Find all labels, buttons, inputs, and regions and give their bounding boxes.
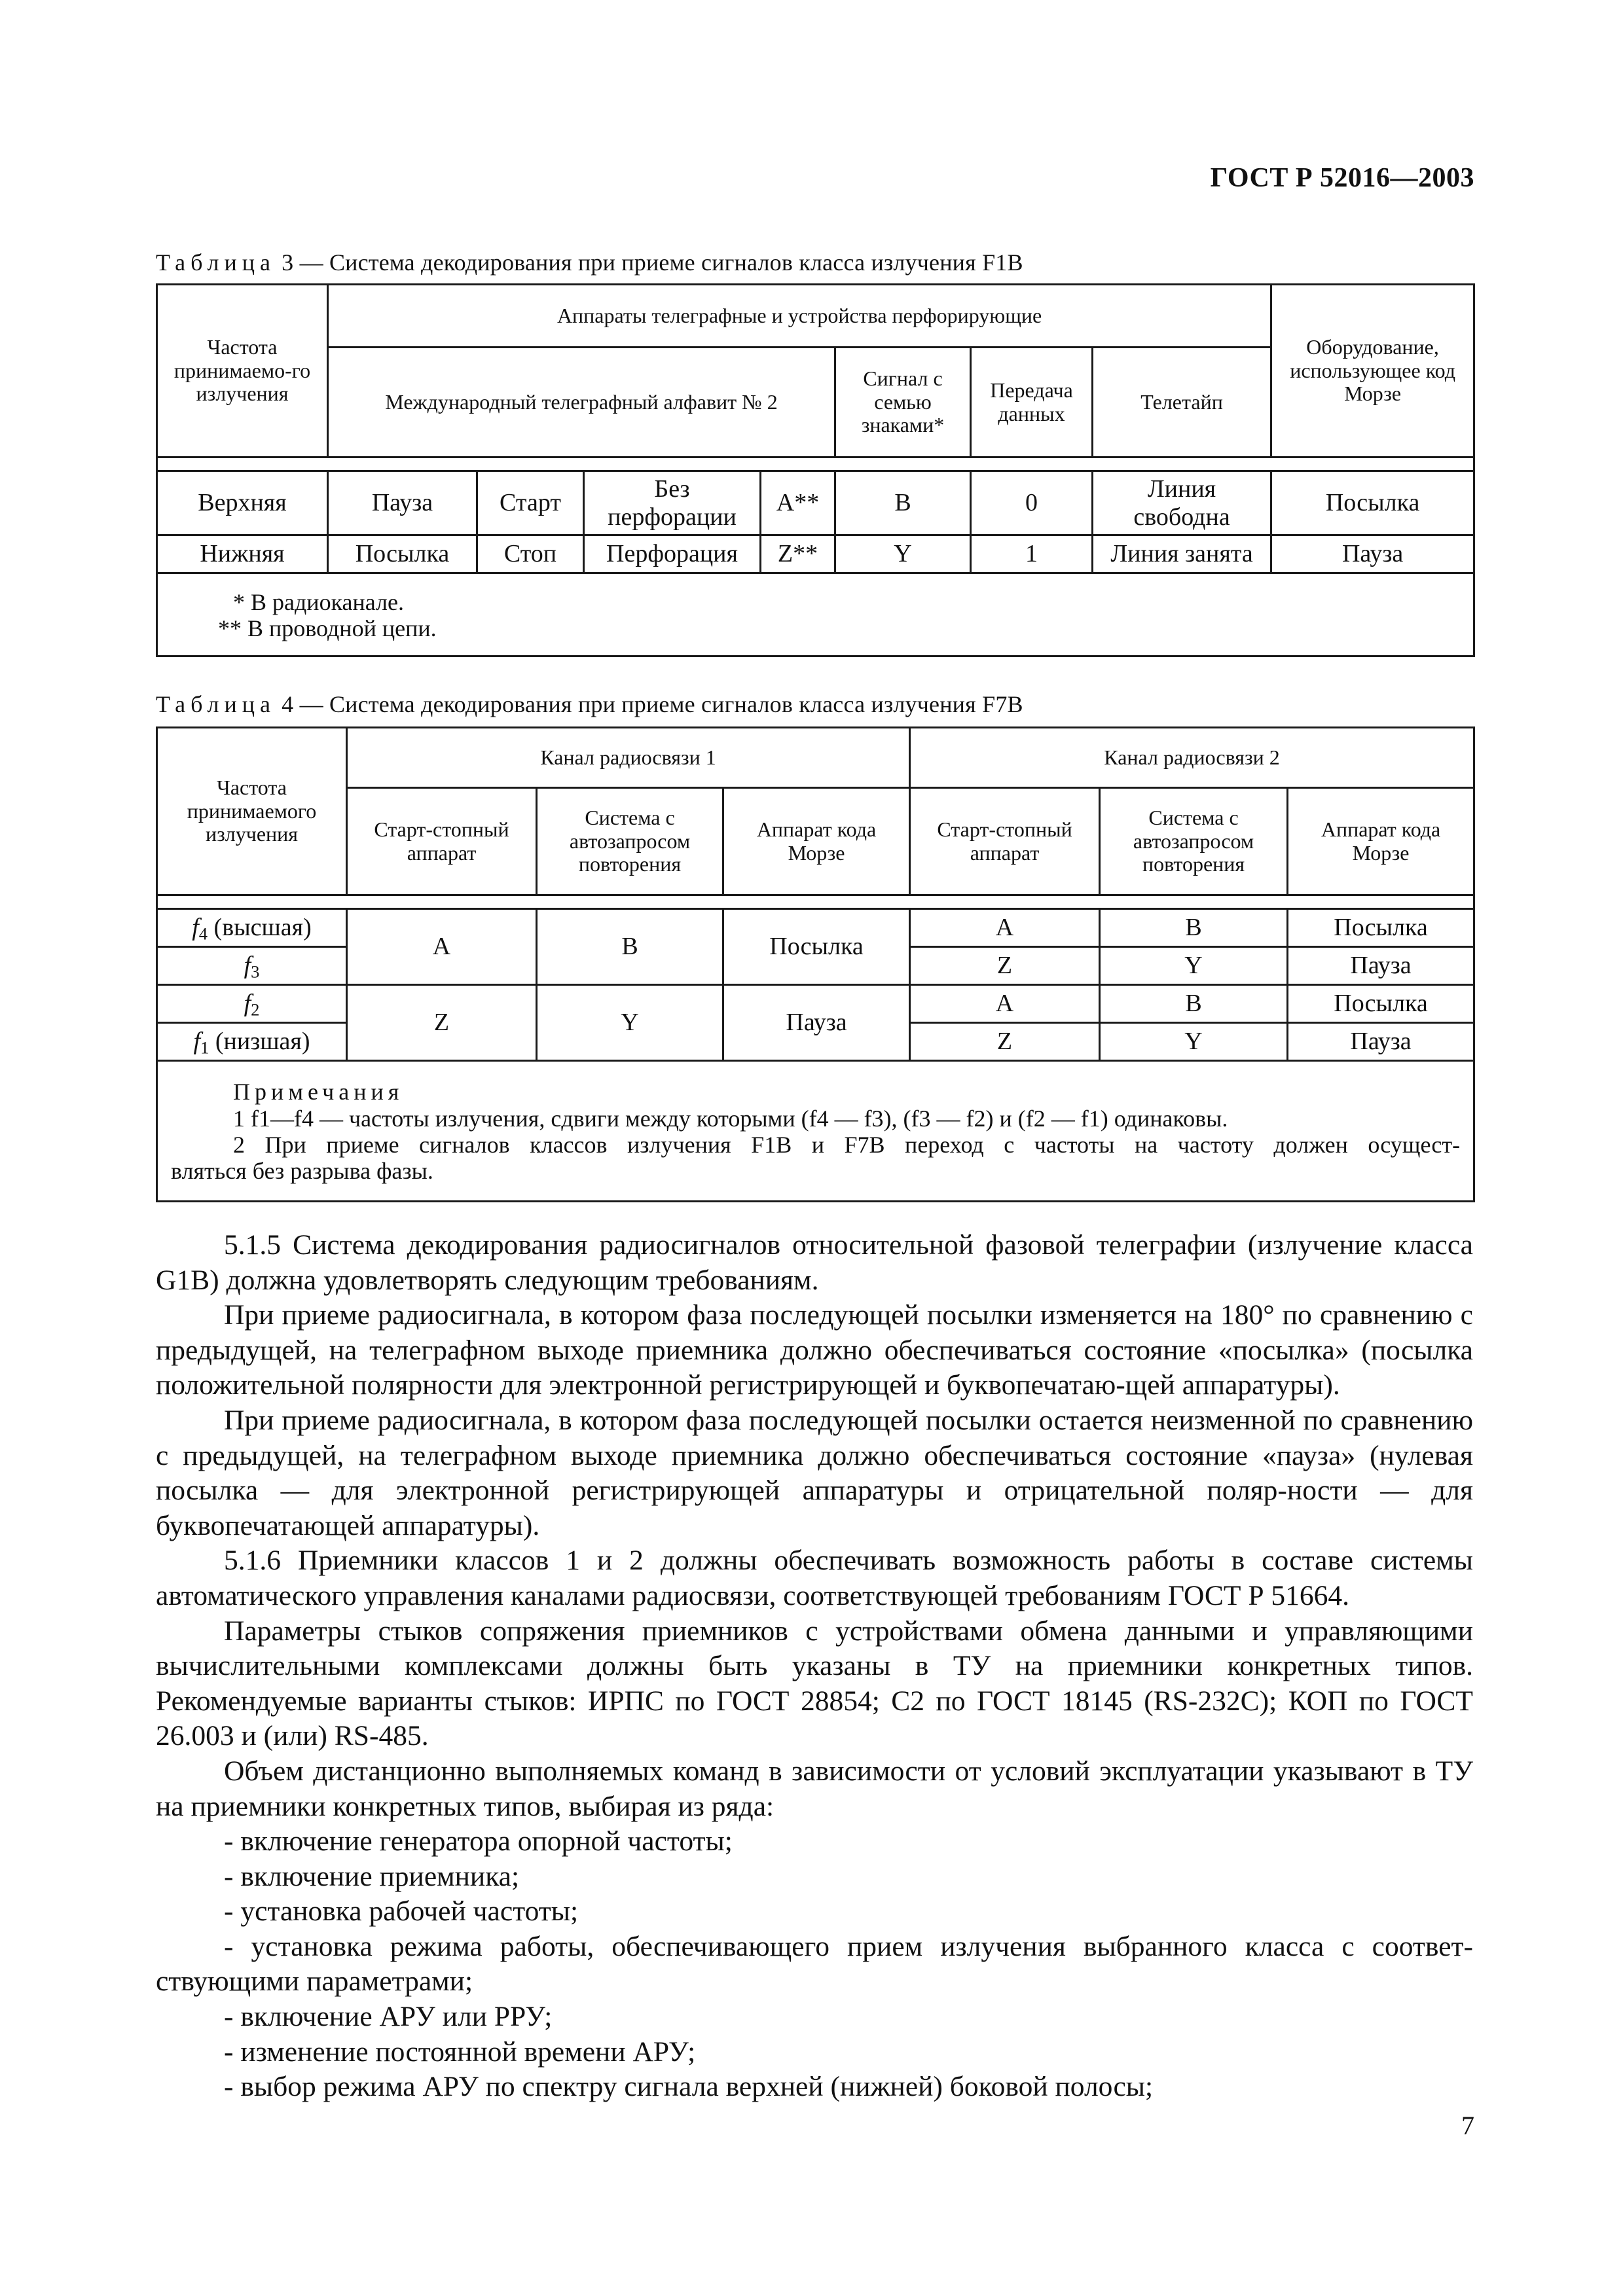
table-cell: Пауза [1288,1023,1474,1061]
table3-header-devices: Аппараты телеграфные и устройства перфорирующие [328,285,1271,348]
table-cell: B [537,909,723,985]
paragraph: При приеме радиосигнала, в котором фаза последующей посылки изменяется на 180° по сравнению с предыдущей, на телеграфном выходе приемника должно обеспечиваться состояние «посылка» (посылка положительной полярности для электронной регистрирующей и буквопечатаю-щей аппаратуры). [156,1299,1473,1401]
table-cell: Y [1100,1023,1288,1061]
table-cell: Пауза [1288,947,1474,985]
table-cell: Линия занята [1093,535,1271,573]
paragraph: Объем дистанционно выполняемых команд в зависимости от условий эксплуатации указывают в ТУ на приемники конкретных типов, выбирая из ряда: [156,1755,1473,1822]
paragraph: 5.1.5 Система декодирования радиосигналов относительной фазовой телеграфии (излучение класса G1B) должна удовлетворять следующим требованиям. [156,1229,1473,1296]
paragraph: 5.1.6 Приемники классов 1 и 2 должны обеспечивать возможность работы в составе системы автоматического управления каналами радиосвязи, соответствующей требованиям ГОСТ Р 51664. [156,1545,1473,1611]
table4-header-startstop-1: Старт-стопный аппарат [347,788,537,895]
table4-note-2b: вляться без разрыва фазы. [171,1158,433,1185]
table-cell: Старт [477,471,584,535]
table-cell: Z** [761,535,835,573]
table-row [157,909,1474,947]
page-number: 7 [1461,2111,1474,2140]
table4-header-startstop-2: Старт-стопный аппарат [910,788,1100,895]
table4-notes [157,1061,1474,1202]
table-cell: Пауза [1271,535,1474,573]
table-cell: A [910,909,1100,947]
table4-header-freq: Частота принимаемого излучения [157,728,347,895]
table3-separator [157,457,1474,471]
table4-note-1: 1 f1—f4 — частоты излучения, сдвиги между которыми (f4 — f3), (f3 — f2) и (f2 — f1) одинаковы. [233,1105,1228,1132]
list-item: - выбор режима АРУ по спектру сигнала верхней (нижней) боковой полосы; [224,2071,1154,2103]
table4-header-channel-1: Канал радиосвязи 1 [347,728,910,788]
table4-caption [156,691,1023,718]
table3-note-2: ** В проводной цепи. [218,615,437,641]
table3-caption-text: 3 — Система декодирования при приеме сигналов класса излучения F1B [275,249,1023,276]
table-cell: Y [1100,947,1288,985]
table-cell: Пауза [723,985,910,1061]
paragraph: При приеме радиосигнала, в котором фаза последующей посылки остается неизменной по сравнению с предыдущей, на телеграфном выходе приемника должно обеспечиваться состояние «пауза» (нулевая посылка — для электронной регистрирующей аппаратуры и отрицательной поляр-ности — для буквопечатающей аппаратуры). [156,1404,1473,1541]
table4-header-channel-2: Канал радиосвязи 2 [910,728,1474,788]
table4-header-arq-2: Система с автозапросом повторения [1100,788,1288,895]
table-row [157,471,1474,535]
table-cell: Z [910,947,1100,985]
table3-notes [157,573,1474,656]
table-cell: Y [835,535,971,573]
table-cell: Y [537,985,723,1061]
table-cell: 0 [971,471,1093,535]
table-cell: Посылка [328,535,477,573]
list-item: - включение приемника; [224,1860,520,1892]
table-cell: Без перфорации [584,471,761,535]
table3-header-equipment: Оборудование, использующее код Морзе [1271,285,1474,457]
list-item: - включение АРУ или РРУ; [224,2001,553,2033]
table4-notes-title: Примечания [233,1079,404,1105]
document-header: ГОСТ Р 52016—2003 [1210,163,1474,193]
table4-separator [157,895,1474,909]
table-cell: A** [761,471,835,535]
table4 [156,726,1475,1202]
table3-header-data: Передача данных [971,348,1093,457]
table3-caption-prefix: Таблица [156,249,276,276]
table4-header-morse-2: Аппарат кода Морзе [1288,788,1474,895]
table-row [157,985,1474,1023]
list-item: - установка рабочей частоты; [224,1895,579,1928]
table-cell: Пауза [328,471,477,535]
table3-note-1: * В радиоканале. [233,588,404,615]
list-item: - установка режима работы, обеспечивающего прием излучения выбранного класса с соответ-ствующими параметрами; [156,1930,1473,1998]
table-cell: B [835,471,971,535]
table-cell: B [1100,909,1288,947]
freq-cell-f1: $f_1$ (низшая) [157,1023,347,1061]
table3-caption [156,249,1023,276]
table3 [156,283,1475,657]
table-cell: B [1100,985,1288,1023]
table4-header-arq-1: Система с автозапросом повторения [537,788,723,895]
list-item: - изменение постоянной времени АРУ; [224,2036,696,2068]
body-text [156,1228,1473,2105]
table-row [157,535,1474,573]
table-cell: Z [910,1023,1100,1061]
table3-header-teletype: Телетайп [1093,348,1271,457]
table-cell: Перфорация [584,535,761,573]
paragraph: Параметры стыков сопряжения приемников с устройствами обмена данными и управляющими вычислительными комплексами должны быть указаны в ТУ на приемники конкретных типов. Рекомендуемые варианты стыков: ИРПС по ГОСТ 28854; С2 по ГОСТ 18145 (RS-232C); КОП по ГОСТ 26.003 и (или) RS-485. [156,1615,1473,1752]
table-cell: Z [347,985,537,1061]
table4-caption-prefix: Таблица [156,691,276,717]
table-cell: Нижняя [157,535,328,573]
freq-cell-f2: $f_2$ [157,985,347,1023]
table-cell: Линия свободна [1093,471,1271,535]
table-cell: Стоп [477,535,584,573]
table-cell: Посылка [723,909,910,985]
list-item: - включение генератора опорной частоты; [224,1825,733,1857]
freq-cell-f3: $f_3$ [157,947,347,985]
table3-header-seven: Сигнал с семью знаками* [835,348,971,457]
freq-cell-f4: $f_4$ (высшая) [157,909,347,947]
table4-caption-text: 4 — Система декодирования при приеме сигналов класса излучения F7B [275,691,1023,717]
table4-header-morse-1: Аппарат кода Морзе [723,788,910,895]
table3-header-freq: Частота принимаемо-го излучения [157,285,328,457]
table-cell: A [910,985,1100,1023]
table-cell: Посылка [1271,471,1474,535]
table3-header-ita2: Международный телеграфный алфавит № 2 [328,348,835,457]
table-cell: Верхняя [157,471,328,535]
table-cell: A [347,909,537,985]
table-cell: 1 [971,535,1093,573]
table-cell: Посылка [1288,985,1474,1023]
table4-note-2a: 2 При приеме сигналов классов излучения F1B и F7B переход с частоты на частоту должен осущест- [233,1132,1461,1158]
table-cell: Посылка [1288,909,1474,947]
